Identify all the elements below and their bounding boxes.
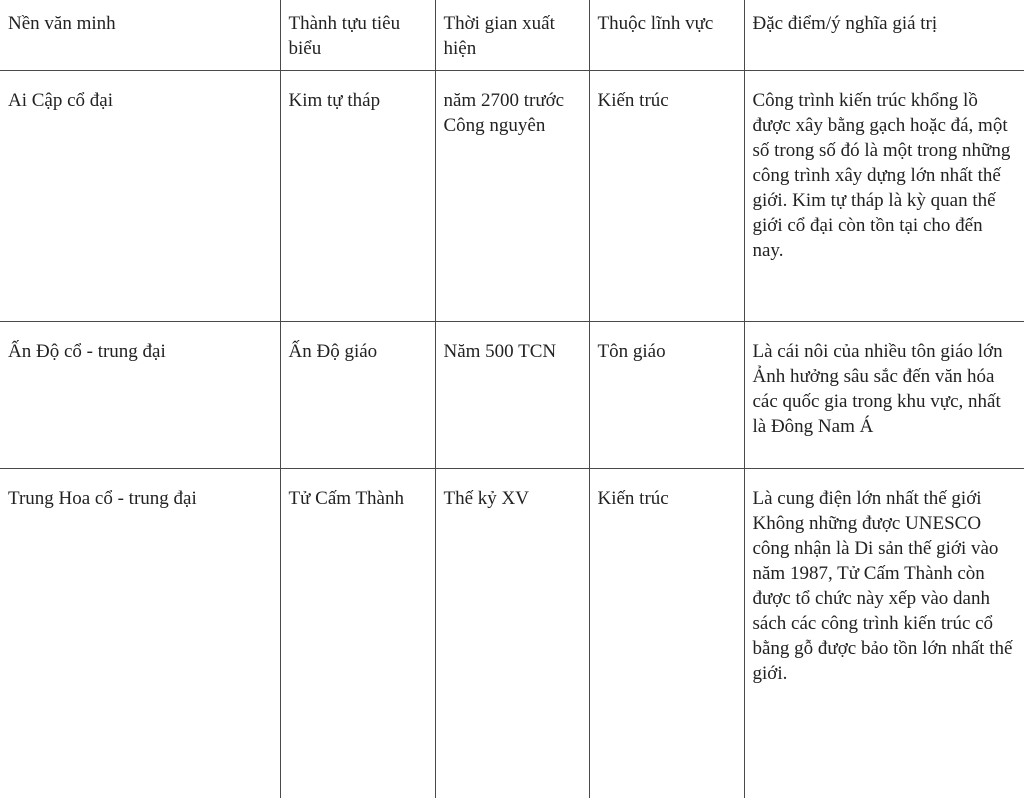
table-cell: [280, 71, 435, 322]
cell-achievement: Tử Cấm Thành: [288, 488, 404, 509]
header-cell: [280, 0, 435, 71]
table-cell: [0, 322, 280, 469]
cell-field: Kiến trúc: [597, 488, 669, 509]
table-row: [0, 71, 1024, 322]
cell-field: Kiến trúc: [597, 90, 669, 111]
cell-time: năm 2700 trước Công nguyên: [443, 90, 565, 136]
cell-time: Năm 500 TCN: [443, 341, 557, 362]
cell-significance: Là cung điện lớn nhất thế giới Không những được UNESCO công nhận là Di sản thế giới vào năm 1987, Tử Cấm Thành còn được tổ chức này xếp vào danh sách các công trình kiến trúc cổ bằng gỗ được bảo tồn lớn nhất thế giới.: [752, 488, 1013, 684]
header-cell: [589, 0, 744, 71]
header-achievement: Thành tựu tiêu biểu: [288, 13, 401, 59]
table-cell: [744, 71, 1024, 322]
cell-field: Tôn giáo: [597, 341, 666, 362]
cell-significance: Công trình kiến trúc khổng lồ được xây bằng gạch hoặc đá, một số trong số đó là một trong những công trình xây dựng lớn nhất thế giới. Kim tự tháp là kỳ quan thế giới cổ đại còn tồn tại cho đến nay.: [752, 90, 1011, 261]
header-significance: Đặc điểm/ý nghĩa giá trị: [752, 13, 938, 34]
table-cell: [744, 469, 1024, 798]
cell-civilization: Ấn Độ cổ - trung đại: [8, 341, 166, 362]
table-cell: [0, 71, 280, 322]
header-cell: [0, 0, 280, 71]
table-cell: [589, 322, 744, 469]
cell-time: Thế kỷ XV: [443, 488, 529, 509]
table-cell: [589, 71, 744, 322]
table-header-row: [0, 0, 1024, 71]
table-cell: [435, 71, 589, 322]
cell-civilization: Trung Hoa cổ - trung đại: [8, 488, 197, 509]
table-row: [0, 469, 1024, 798]
header-cell: [435, 0, 589, 71]
table-row: [0, 322, 1024, 469]
header-field: Thuộc lĩnh vực: [597, 13, 714, 34]
table-cell: [435, 322, 589, 469]
cell-achievement: Ấn Độ giáo: [288, 341, 378, 362]
table-cell: [435, 469, 589, 798]
table-cell: [280, 469, 435, 798]
table-cell: [0, 469, 280, 798]
table-cell: [280, 322, 435, 469]
cell-significance: Là cái nôi của nhiều tôn giáo lớn Ảnh hưởng sâu sắc đến văn hóa các quốc gia trong khu vực, nhất là Đông Nam Á: [752, 341, 1003, 437]
header-time: Thời gian xuất hiện: [443, 13, 555, 59]
table-cell: [744, 322, 1024, 469]
header-cell: [744, 0, 1024, 71]
table-cell: [589, 469, 744, 798]
cell-civilization: Ai Cập cổ đại: [8, 90, 114, 111]
cell-achievement: Kim tự tháp: [288, 90, 381, 111]
header-civilization: Nền văn minh: [8, 13, 116, 34]
